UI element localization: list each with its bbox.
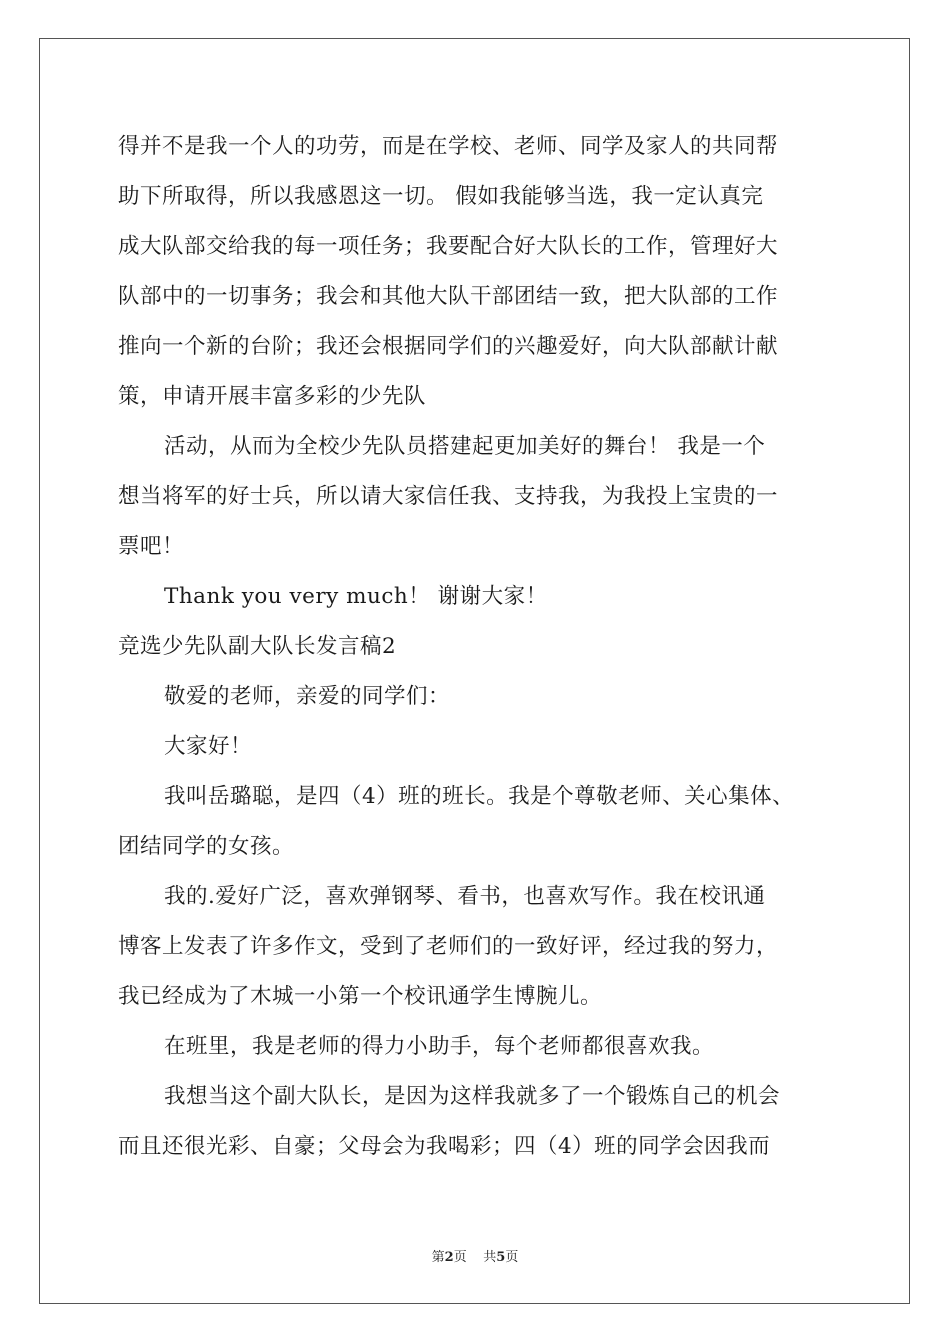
page-total-suffix: 页 xyxy=(505,1250,519,1265)
text-line: 助下所取得，所以我感恩这一切。 假如我能够当选，我一定认真完 xyxy=(118,184,764,209)
page-number-prefix: 第 xyxy=(431,1250,445,1265)
text-line: 敬爱的老师，亲爱的同学们： xyxy=(164,684,451,709)
text-line: 想当将军的好士兵，所以请大家信任我、支持我，为我投上宝贵的一 xyxy=(118,484,779,509)
text-line: 博客上发表了许多作文，受到了老师们的一致好评，经过我的努力， xyxy=(118,934,779,959)
text-line: Thank you very much！ 谢谢大家！ xyxy=(164,584,548,609)
page-number-current: 2 xyxy=(444,1250,454,1265)
text-line: 大家好！ xyxy=(164,734,253,759)
page-total: 5 xyxy=(496,1250,506,1265)
text-line: 成大队部交给我的每一项任务；我要配合好大队长的工作，管理好大 xyxy=(118,234,779,259)
text-line: 竞选少先队副大队长发言稿2 xyxy=(118,634,397,659)
text-line: 而且还很光彩、自豪；父母会为我喝彩；四（4）班的同学会因我而 xyxy=(118,1134,771,1159)
text-line: 策，申请开展丰富多彩的少先队 xyxy=(118,384,427,409)
text-line: 我想当这个副大队长，是因为这样我就多了一个锻炼自己的机会 xyxy=(164,1084,781,1109)
text-line: 得并不是我一个人的功劳，而是在学校、老师、同学及家人的共同帮 xyxy=(118,134,779,159)
text-line: 团结同学的女孩。 xyxy=(118,834,295,859)
page-number-suffix: 页 xyxy=(453,1250,467,1265)
text-line: 我叫岳璐聪，是四（4）班的班长。我是个尊敬老师、关心集体、 xyxy=(164,784,795,809)
document-body xyxy=(118,122,848,1172)
text-line: 推向一个新的台阶；我还会根据同学们的兴趣爱好，向大队部献计献 xyxy=(118,334,779,359)
text-line: 队部中的一切事务；我会和其他大队干部团结一致，把大队部的工作 xyxy=(118,284,779,309)
page-footer xyxy=(0,1246,950,1265)
text-line: 我的.爱好广泛，喜欢弹钢琴、看书，也喜欢写作。我在校讯通 xyxy=(164,884,766,909)
text-line: 票吧！ xyxy=(118,534,185,559)
text-line: 我已经成为了木城一小第一个校讯通学生博腕儿。 xyxy=(118,984,603,1009)
page-total-prefix: 共 xyxy=(483,1250,497,1265)
text-line: 在班里，我是老师的得力小助手，每个老师都很喜欢我。 xyxy=(164,1034,715,1059)
text-line: 活动，从而为全校少先队员搭建起更加美好的舞台！ 我是一个 xyxy=(164,434,766,459)
